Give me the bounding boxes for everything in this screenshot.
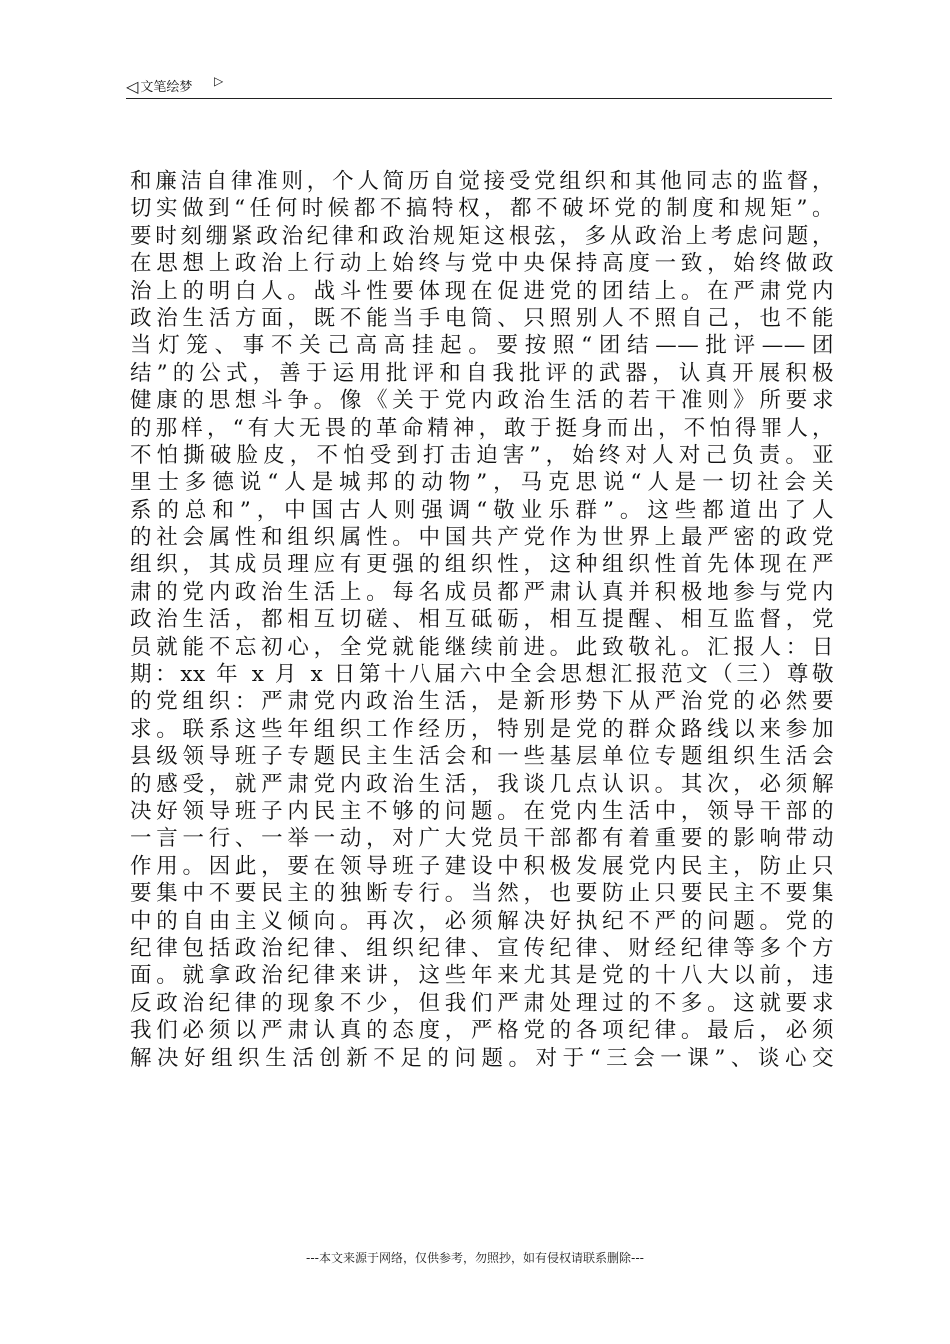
body-line: 解决好组织生活创新不足的问题。对于“三会一课”、谈心交 (130, 1045, 834, 1071)
body-line: 反政治纪律的现象不少，但我们严肃处理过的不多。这就要求 (130, 990, 834, 1016)
body-line: 肃的党内政治生活上。每名成员都严肃认真并积极地参与党内 (130, 579, 834, 605)
body-line: 里士多德说“人是城邦的动物”，马克思说“人是一切社会关 (130, 470, 834, 496)
body-line: 在思想上政治上行动上始终与党中央保持高度一致，始终做政 (130, 251, 834, 277)
body-line: 治上的明白人。战斗性要体现在促进党的团结上。在严肃党内 (130, 278, 834, 304)
body-line: 政治生活，都相互切磋、相互砥砺，相互提醒、相互监督，党 (130, 607, 834, 633)
body-line: 我们必须以严肃认真的态度，严格党的各项纪律。最后，必须 (130, 1018, 834, 1044)
body-line: 纪律包括政治纪律、组织纪律、宣传纪律、财经纪律等多个方 (130, 935, 834, 961)
triangle-right-icon: ▷ (214, 74, 224, 88)
triangle-left-icon: ◁ (126, 77, 139, 96)
page-header (126, 74, 832, 99)
header-brand (126, 76, 192, 96)
body-line: 的感受，就严肃党内政治生活，我谈几点认识。其次，必须解 (130, 771, 834, 797)
body-line: 要时刻绷紧政治纪律和政治规矩这根弦，多从政治上考虑问题， (130, 223, 834, 249)
body-line: 系的总和”，中国古人则强调“敬业乐群”。这些都道出了人 (130, 497, 834, 523)
body-line: 中的自由主义倾向。再次，必须解决好执纪不严的问题。党的 (130, 908, 834, 934)
body-line: 决好领导班子内民主不够的问题。在党内生活中，领导干部的 (130, 798, 834, 824)
body-line: 组织，其成员理应有更强的组织性，这种组织性首先体现在严 (130, 552, 834, 578)
body-line: 政治生活方面，既不能当手电筒、只照别人不照自己，也不能 (130, 305, 834, 331)
body-line: 当灯笼、事不关己高高挂起。要按照“团结——批评——团 (130, 333, 834, 359)
body-line: 和廉洁自律准则，个人简历自觉接受党组织和其他同志的监督， (130, 169, 834, 194)
body-line: 员就能不忘初心，全党就能继续前进。此致敬礼。汇报人：日 (130, 634, 834, 660)
body-line: 面。就拿政治纪律来讲，这些年来尤其是党的十八大以前，违 (130, 963, 834, 989)
body-line: 要集中不要民主的独断专行。当然，也要防止只要民主不要集 (130, 881, 834, 907)
document-body (130, 168, 834, 1072)
body-line: 的党组织：严肃党内政治生活，是新形势下从严治党的必然要 (130, 689, 834, 715)
body-line: 健康的思想斗争。像《关于党内政治生活的若干准则》所要求 (130, 388, 834, 414)
body-line: 县级领导班子专题民主生活会和一些基层单位专题组织生活会 (130, 744, 834, 770)
body-line: 切实做到“任何时候都不搞特权，都不破坏党的制度和规矩”。 (130, 196, 834, 222)
body-line: 作用。因此，要在领导班子建设中积极发展党内民主，防止只 (130, 853, 834, 879)
body-line: 期：xx 年 x 月 x 日第十八届六中全会思想汇报范文（三）尊敬 (130, 662, 834, 688)
body-line: 不怕撕破脸皮，不怕受到打击迫害”，始终对人对己负责。亚 (130, 442, 834, 468)
body-line: 结”的公式，善于运用批评和自我批评的武器，认真开展积极 (130, 360, 834, 386)
header-title: 文笔绘梦 (140, 80, 193, 95)
footer-disclaimer: ---本文来源于网络，仅供参考，勿照抄，如有侵权请联系删除--- (306, 1251, 644, 1265)
body-line: 的那样，“有大无畏的革命精神，敢于挺身而出，不怕得罪人， (130, 415, 834, 441)
body-line: 求。联系这些年组织工作经历，特别是党的群众路线以来参加 (130, 716, 834, 742)
body-line: 的社会属性和组织属性。中国共产党作为世界上最严密的政党 (130, 525, 834, 551)
body-line: 一言一行、一举一动，对广大党员干部都有着重要的影响带动 (130, 826, 834, 852)
